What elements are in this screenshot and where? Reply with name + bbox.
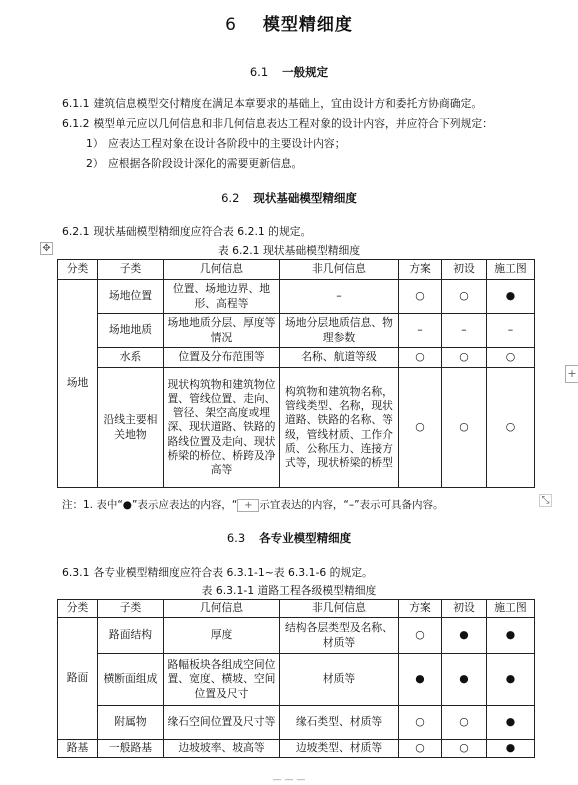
scheme-level-cell: ○	[399, 740, 442, 758]
geometric-info-cell: 现状构筑物和建筑物位置、管线位置、走向、管径、架空高度或埋深、现状道路、铁路的路线位置及走向、现状桥梁的桥位、桥跨及净高等	[164, 368, 280, 488]
section-6-3-heading	[0, 530, 578, 546]
section-title: 各专业模型精细度	[259, 531, 352, 545]
subcategory-cell: 附属物	[98, 706, 164, 740]
preliminary-level-cell: ●	[442, 654, 487, 706]
header-construction: 施工图	[487, 260, 535, 280]
table-6-2-1-caption: 表 6.2.1 现状基础模型精细度	[217, 244, 361, 257]
construction-level-cell: ●	[487, 618, 535, 654]
clause-text: 模型单元应以几何信息和非几何信息表达工程对象的设计内容，并应符合下列规定：	[93, 117, 493, 130]
table-resize-handle-icon[interactable]: ⤡	[539, 494, 552, 507]
header-non-geometric-info: 非几何信息	[280, 260, 399, 280]
section-6-1-heading	[0, 64, 578, 80]
clause-6-1-2	[62, 116, 493, 131]
table-6-3-1-1-caption: 表 6.3.1-1 道路工程各级模型精细度	[201, 584, 377, 597]
table-header-row	[58, 260, 535, 280]
geometric-info-cell: 位置及分布范围等	[164, 348, 280, 368]
chapter-title	[0, 10, 578, 35]
note-text: 示宜表达的内容，“	[259, 499, 349, 511]
section-number: 6.3	[226, 531, 246, 545]
construction-level-cell: ○	[487, 348, 535, 368]
header-preliminary: 初设	[442, 260, 487, 280]
non-geometric-info-cell: –	[280, 280, 399, 314]
header-subcategory: 子类	[98, 600, 164, 618]
note-text: ”表示可具备内容。	[354, 499, 444, 511]
geometric-info-cell: 路幅板块各组成空间位置、宽度、横坡、空间位置及尺寸	[164, 654, 280, 706]
geometric-info-cell: 边坡坡率、坡高等	[164, 740, 280, 758]
clause-number: 6.1.1	[62, 97, 90, 110]
subcategory-cell: 场地地质	[98, 314, 164, 348]
scheme-level-cell: ○	[399, 618, 442, 654]
add-column-plus-icon[interactable]: +	[565, 365, 578, 383]
scheme-level-cell: ○	[399, 280, 442, 314]
category-cell: 路基	[58, 740, 98, 758]
list-number: 1）	[86, 137, 104, 150]
preliminary-level-cell: ○	[442, 348, 487, 368]
construction-level-cell: ●	[487, 740, 535, 758]
geometric-info-cell: 厚度	[164, 618, 280, 654]
section-number: 6.2	[221, 191, 240, 205]
header-category: 分类	[58, 600, 98, 618]
scheme-level-cell: ●	[399, 654, 442, 706]
table-row	[58, 348, 535, 368]
table-6-2-1	[57, 259, 535, 488]
page-number-marker: — — —	[272, 775, 306, 785]
header-geometric-info: 几何信息	[164, 260, 280, 280]
geometric-info-cell: 缘石空间位置及尺寸等	[164, 706, 280, 740]
table-row	[58, 368, 535, 488]
preliminary-level-cell: ○	[442, 280, 487, 314]
section-title: 现状基础模型精细度	[253, 191, 357, 205]
construction-level-cell: –	[487, 314, 535, 348]
header-subcategory: 子类	[98, 260, 164, 280]
clause-number: 6.3.1	[62, 566, 90, 579]
section-6-2-heading	[0, 190, 578, 206]
table-header-row	[58, 600, 535, 618]
table-row	[58, 618, 535, 654]
preliminary-level-cell: ●	[442, 618, 487, 654]
table-move-handle-icon[interactable]: ✥	[40, 242, 53, 255]
construction-level-cell: ○	[487, 368, 535, 488]
list-item-1	[86, 136, 346, 151]
clause-text: 现状基础模型精细度应符合表 6.2.1 的规定。	[93, 225, 312, 238]
category-cell: 路面	[58, 618, 98, 740]
table-note	[62, 497, 444, 512]
preliminary-level-cell: ○	[442, 368, 487, 488]
preliminary-level-cell: –	[442, 314, 487, 348]
header-construction: 施工图	[487, 600, 535, 618]
table-row	[58, 706, 535, 740]
subcategory-cell: 横断面组成	[98, 654, 164, 706]
scheme-level-cell: ○	[399, 368, 442, 488]
non-geometric-info-cell: 构筑物和建筑物名称，管线类型、名称，现状道路、铁路的名称、等级，管线材质、工作介质、公称压力、连接方式等，现状桥梁的桥型	[280, 368, 399, 488]
non-geometric-info-cell: 名称、航道等级	[280, 348, 399, 368]
chapter-number: 6	[225, 15, 237, 35]
add-row-plus-icon[interactable]: +	[237, 499, 259, 512]
list-item-2	[86, 156, 302, 171]
clause-text: 建筑信息模型交付精度在满足本章要求的基础上，宜由设计方和委托方协商确定。	[93, 97, 483, 110]
preliminary-level-cell: ○	[442, 740, 487, 758]
subcategory-cell: 一般路基	[98, 740, 164, 758]
clause-6-1-1	[62, 96, 482, 111]
list-number: 2）	[86, 157, 104, 170]
construction-level-cell: ●	[487, 706, 535, 740]
table-row	[58, 654, 535, 706]
clause-6-3-1	[62, 565, 373, 580]
scheme-level-cell: ○	[399, 706, 442, 740]
list-text: 应表达工程对象在设计各阶段中的主要设计内容；	[108, 137, 346, 150]
filled-circle-symbol: ●	[122, 499, 132, 511]
dash-symbol: –	[348, 499, 355, 511]
subcategory-cell: 水系	[98, 348, 164, 368]
note-text: ”表示应表达的内容，“	[131, 499, 238, 511]
header-category: 分类	[58, 260, 98, 280]
table-6-3-1-1	[57, 599, 535, 758]
non-geometric-info-cell: 边坡类型、材质等	[280, 740, 399, 758]
scheme-level-cell: ○	[399, 348, 442, 368]
clause-6-2-1	[62, 224, 311, 239]
table-row	[58, 280, 535, 314]
note-prefix: 注：1. 表中“	[62, 499, 123, 511]
preliminary-level-cell: ○	[442, 706, 487, 740]
chapter-title-text: 模型精细度	[262, 15, 353, 35]
table-row	[58, 314, 535, 348]
list-text: 应根据各阶段设计深化的需要更新信息。	[108, 157, 303, 170]
subcategory-cell: 路面结构	[98, 618, 164, 654]
subcategory-cell: 场地位置	[98, 280, 164, 314]
scheme-level-cell: –	[399, 314, 442, 348]
non-geometric-info-cell: 结构各层类型及名称、材质等	[280, 618, 399, 654]
construction-level-cell: ●	[487, 280, 535, 314]
section-title: 一般规定	[282, 65, 329, 79]
non-geometric-info-cell: 材质等	[280, 654, 399, 706]
header-scheme: 方案	[399, 600, 442, 618]
header-geometric-info: 几何信息	[164, 600, 280, 618]
header-scheme: 方案	[399, 260, 442, 280]
non-geometric-info-cell: 场地分层地质信息、物理参数	[280, 314, 399, 348]
geometric-info-cell: 位置、场地边界、地形、高程等	[164, 280, 280, 314]
subcategory-cell: 沿线主要相关地物	[98, 368, 164, 488]
non-geometric-info-cell: 缘石类型、材质等	[280, 706, 399, 740]
clause-text: 各专业模型精细度应符合表 6.3.1-1~表 6.3.1-6 的规定。	[93, 566, 373, 579]
construction-level-cell: ●	[487, 654, 535, 706]
header-preliminary: 初设	[442, 600, 487, 618]
table-row	[58, 740, 535, 758]
clause-number: 6.1.2	[62, 117, 90, 130]
section-number: 6.1	[249, 65, 269, 79]
header-non-geometric-info: 非几何信息	[280, 600, 399, 618]
category-cell: 场地	[58, 280, 98, 488]
clause-number: 6.2.1	[62, 225, 90, 238]
geometric-info-cell: 场地地质分层、厚度等情况	[164, 314, 280, 348]
